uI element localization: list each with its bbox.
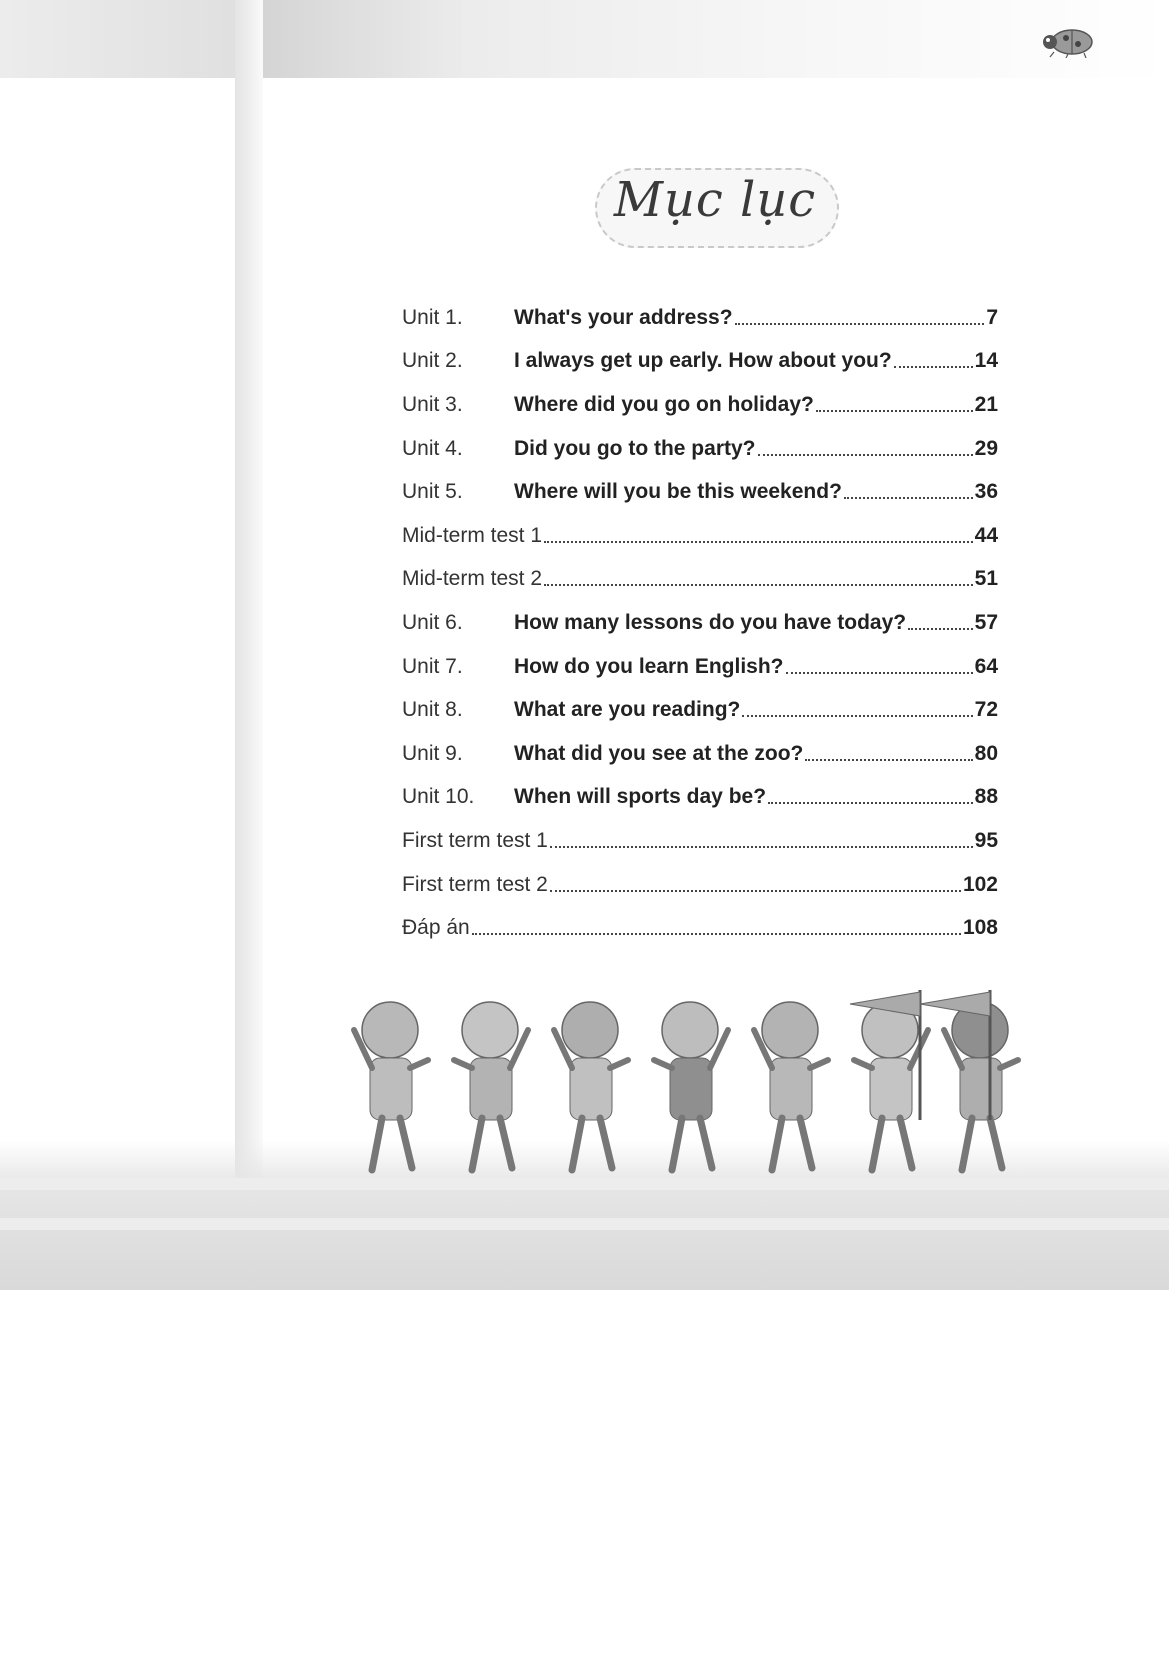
toc-row[interactable] <box>402 340 998 384</box>
toc-row[interactable] <box>402 776 998 820</box>
toc-page-number: 44 <box>974 523 998 547</box>
ladybug-icon <box>1038 24 1098 58</box>
toc-label: Unit 8. <box>402 698 463 722</box>
toc-page-number: 57 <box>974 610 998 634</box>
child-figure <box>754 1002 828 1170</box>
dot-leader <box>742 715 972 717</box>
toc-page-number: 64 <box>974 654 998 678</box>
toc-row[interactable] <box>402 645 998 689</box>
dot-leader <box>894 366 973 368</box>
toc-row[interactable] <box>402 383 998 427</box>
dot-leader <box>768 802 973 804</box>
toc-label: Unit 5. <box>402 480 463 504</box>
toc-label: Unit 3. <box>402 392 463 416</box>
dot-leader <box>735 323 985 325</box>
toc-page-number: 88 <box>974 785 998 809</box>
dot-leader <box>472 933 961 935</box>
dot-leader <box>816 410 973 412</box>
toc-label: Unit 1. <box>402 305 463 329</box>
dot-leader <box>844 497 973 499</box>
toc-label: Mid-term test 1 <box>402 523 543 547</box>
toc-page-number: 21 <box>974 392 998 416</box>
table-of-contents <box>402 296 998 950</box>
toc-title: How do you learn English? <box>514 654 784 678</box>
top-band <box>0 0 1169 78</box>
toc-title: When will sports day be? <box>514 785 767 809</box>
toc-page-number: 14 <box>974 349 998 373</box>
toc-row[interactable] <box>402 514 998 558</box>
toc-row[interactable] <box>402 732 998 776</box>
toc-row[interactable] <box>402 819 998 863</box>
toc-row[interactable] <box>402 470 998 514</box>
toc-page-number: 80 <box>974 741 998 765</box>
child-figure <box>854 1002 928 1170</box>
toc-title: What are you reading? <box>514 698 741 722</box>
toc-label: First term test 1 <box>402 828 548 852</box>
dot-leader <box>786 672 973 674</box>
toc-page-number: 7 <box>986 305 998 329</box>
toc-row[interactable] <box>402 906 998 950</box>
toc-label: Unit 4. <box>402 436 463 460</box>
toc-title: What's your address? <box>514 305 733 329</box>
toc-row[interactable] <box>402 688 998 732</box>
flag-icon <box>920 992 990 1016</box>
toc-label: Unit 2. <box>402 349 463 373</box>
toc-row[interactable] <box>402 296 998 340</box>
toc-title: How many lessons do you have today? <box>514 610 907 634</box>
toc-title: What did you see at the zoo? <box>514 741 804 765</box>
toc-label: Mid-term test 2 <box>402 567 543 591</box>
child-figure <box>654 1002 728 1170</box>
toc-page-number: 51 <box>974 567 998 591</box>
toc-page-number: 95 <box>974 828 998 852</box>
toc-label: First term test 2 <box>402 872 548 896</box>
page-gutter <box>235 0 263 1290</box>
toc-page-number: 72 <box>974 698 998 722</box>
dot-leader <box>805 759 972 761</box>
dot-leader <box>550 890 961 892</box>
dot-leader <box>550 846 973 848</box>
children-walking-illustration <box>330 990 1090 1220</box>
toc-label: Unit 7. <box>402 654 463 678</box>
toc-page-number: 29 <box>974 436 998 460</box>
toc-page-number: 108 <box>962 916 998 940</box>
toc-label: Đáp án <box>402 916 470 940</box>
dot-leader <box>908 628 973 630</box>
child-figure <box>944 1002 1018 1170</box>
dot-leader <box>758 454 973 456</box>
toc-label: Unit 6. <box>402 610 463 634</box>
toc-row[interactable] <box>402 863 998 907</box>
page-title-badge <box>595 158 835 254</box>
toc-label: Unit 10. <box>402 785 475 809</box>
child-figure <box>354 1002 428 1170</box>
page-title: Mục lục <box>613 172 817 228</box>
toc-title: I always get up early. How about you? <box>514 349 892 373</box>
toc-row[interactable] <box>402 427 998 471</box>
toc-title: Where will you be this weekend? <box>514 480 842 504</box>
toc-row[interactable] <box>402 558 998 602</box>
toc-page-number: 36 <box>974 480 998 504</box>
child-figure <box>454 1002 528 1170</box>
toc-row[interactable] <box>402 601 998 645</box>
dot-leader <box>544 541 973 543</box>
toc-title: Where did you go on holiday? <box>514 392 814 416</box>
toc-label: Unit 9. <box>402 741 463 765</box>
toc-page-number: 102 <box>962 872 998 896</box>
child-figure <box>554 1002 628 1170</box>
dot-leader <box>544 584 973 586</box>
toc-title: Did you go to the party? <box>514 436 756 460</box>
